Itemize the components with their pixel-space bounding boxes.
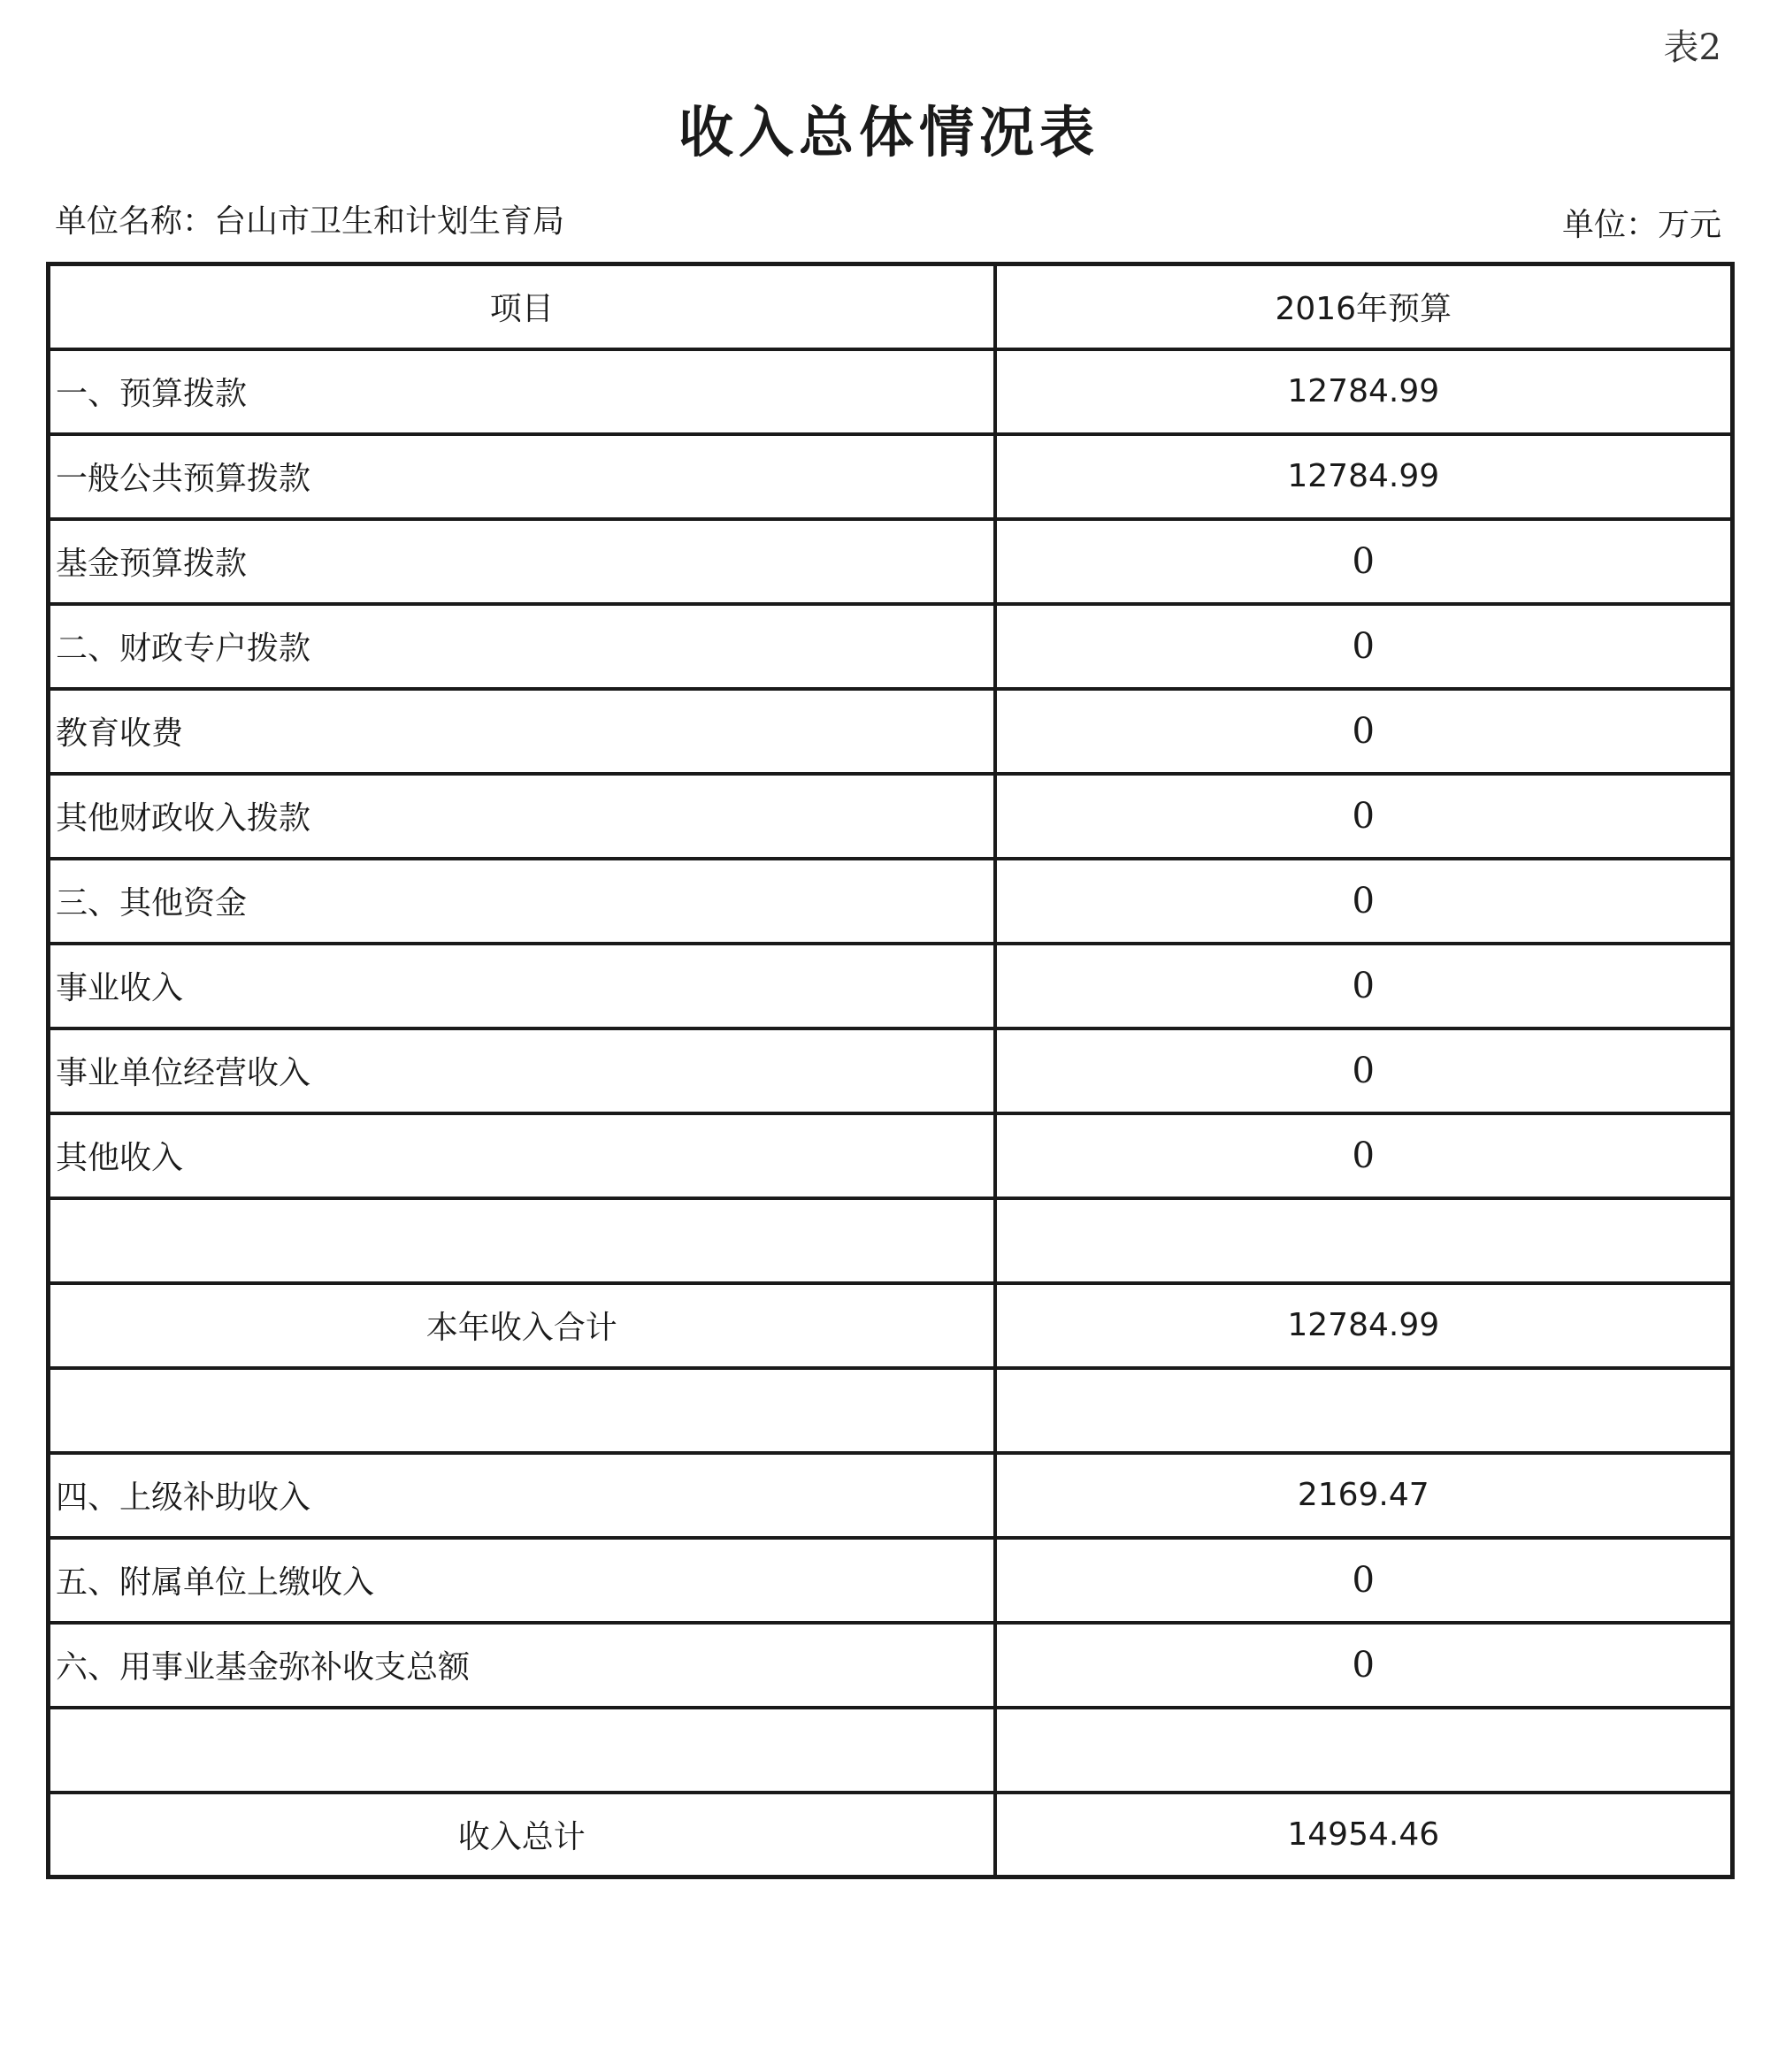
row-item: 五、附属单位上缴收入: [49, 1538, 995, 1623]
page-title: 收入总体情况表: [678, 100, 1100, 164]
row-item: [49, 1368, 995, 1453]
table-row: [49, 1538, 1733, 1623]
table-row: [49, 1368, 1733, 1453]
row-value: 0: [995, 1028, 1733, 1113]
row-value: [995, 1198, 1733, 1283]
row-value: 0: [995, 859, 1733, 944]
unit-label: 单位：: [1561, 207, 1658, 243]
row-value: 12784.99: [995, 1283, 1733, 1368]
row-value: 0: [995, 604, 1733, 689]
row-item: 一、预算拨款: [49, 349, 995, 434]
table-row: [49, 944, 1733, 1028]
row-item: 本年收入合计: [49, 1283, 995, 1368]
table-header-row: [49, 264, 1733, 349]
row-item: 事业单位经营收入: [49, 1028, 995, 1113]
table-row: [49, 604, 1733, 689]
row-value: 0: [995, 774, 1733, 859]
row-value: 0: [995, 519, 1733, 604]
table-row: [49, 1793, 1733, 1877]
row-value: 12784.99: [995, 434, 1733, 519]
row-value: 2169.47: [995, 1453, 1733, 1538]
row-item: 六、用事业基金弥补收支总额: [49, 1623, 995, 1708]
table-row: [49, 689, 1733, 774]
header-budget: 2016年预算: [995, 264, 1733, 349]
unit-name-label: 单位名称：: [55, 203, 215, 240]
row-item: 四、上级补助收入: [49, 1453, 995, 1538]
table-body: [49, 349, 1733, 1877]
income-table: [46, 262, 1735, 1879]
table-row: [49, 1113, 1733, 1198]
row-item: 事业收入: [49, 944, 995, 1028]
table-row: [49, 1028, 1733, 1113]
table-row: [49, 349, 1733, 434]
unit-name: 台山市卫生和计划生育局: [214, 203, 565, 240]
row-value: [995, 1708, 1733, 1793]
row-value: 12784.99: [995, 349, 1733, 434]
table-row: [49, 1623, 1733, 1708]
row-item: 二、财政专户拨款: [49, 604, 995, 689]
row-item: 其他收入: [49, 1113, 995, 1198]
table-row: [49, 859, 1733, 944]
row-value: 0: [995, 944, 1733, 1028]
unit-value: 万元: [1657, 207, 1721, 243]
unit-line: [1562, 200, 1721, 245]
row-value: 0: [995, 1113, 1733, 1198]
row-item: [49, 1708, 995, 1793]
header-item: 项目: [49, 264, 995, 349]
row-item: [49, 1198, 995, 1283]
row-item: 其他财政收入拨款: [49, 774, 995, 859]
row-value: 0: [995, 1623, 1733, 1708]
table-row: [49, 519, 1733, 604]
row-value: 0: [995, 1538, 1733, 1623]
row-item: 三、其他资金: [49, 859, 995, 944]
row-value: [995, 1368, 1733, 1453]
table-row: [49, 774, 1733, 859]
page-label: 表2: [1663, 27, 1721, 68]
unit-name-line: [55, 196, 564, 241]
row-value: 0: [995, 689, 1733, 774]
row-item: 收入总计: [49, 1793, 995, 1877]
row-value: 14954.46: [995, 1793, 1733, 1877]
table-row: [49, 1708, 1733, 1793]
table-row: [49, 1283, 1733, 1368]
table-row: [49, 1453, 1733, 1538]
table-row: [49, 1198, 1733, 1283]
row-item: 教育收费: [49, 689, 995, 774]
row-item: 基金预算拨款: [49, 519, 995, 604]
table-row: [49, 434, 1733, 519]
row-item: 一般公共预算拨款: [49, 434, 995, 519]
